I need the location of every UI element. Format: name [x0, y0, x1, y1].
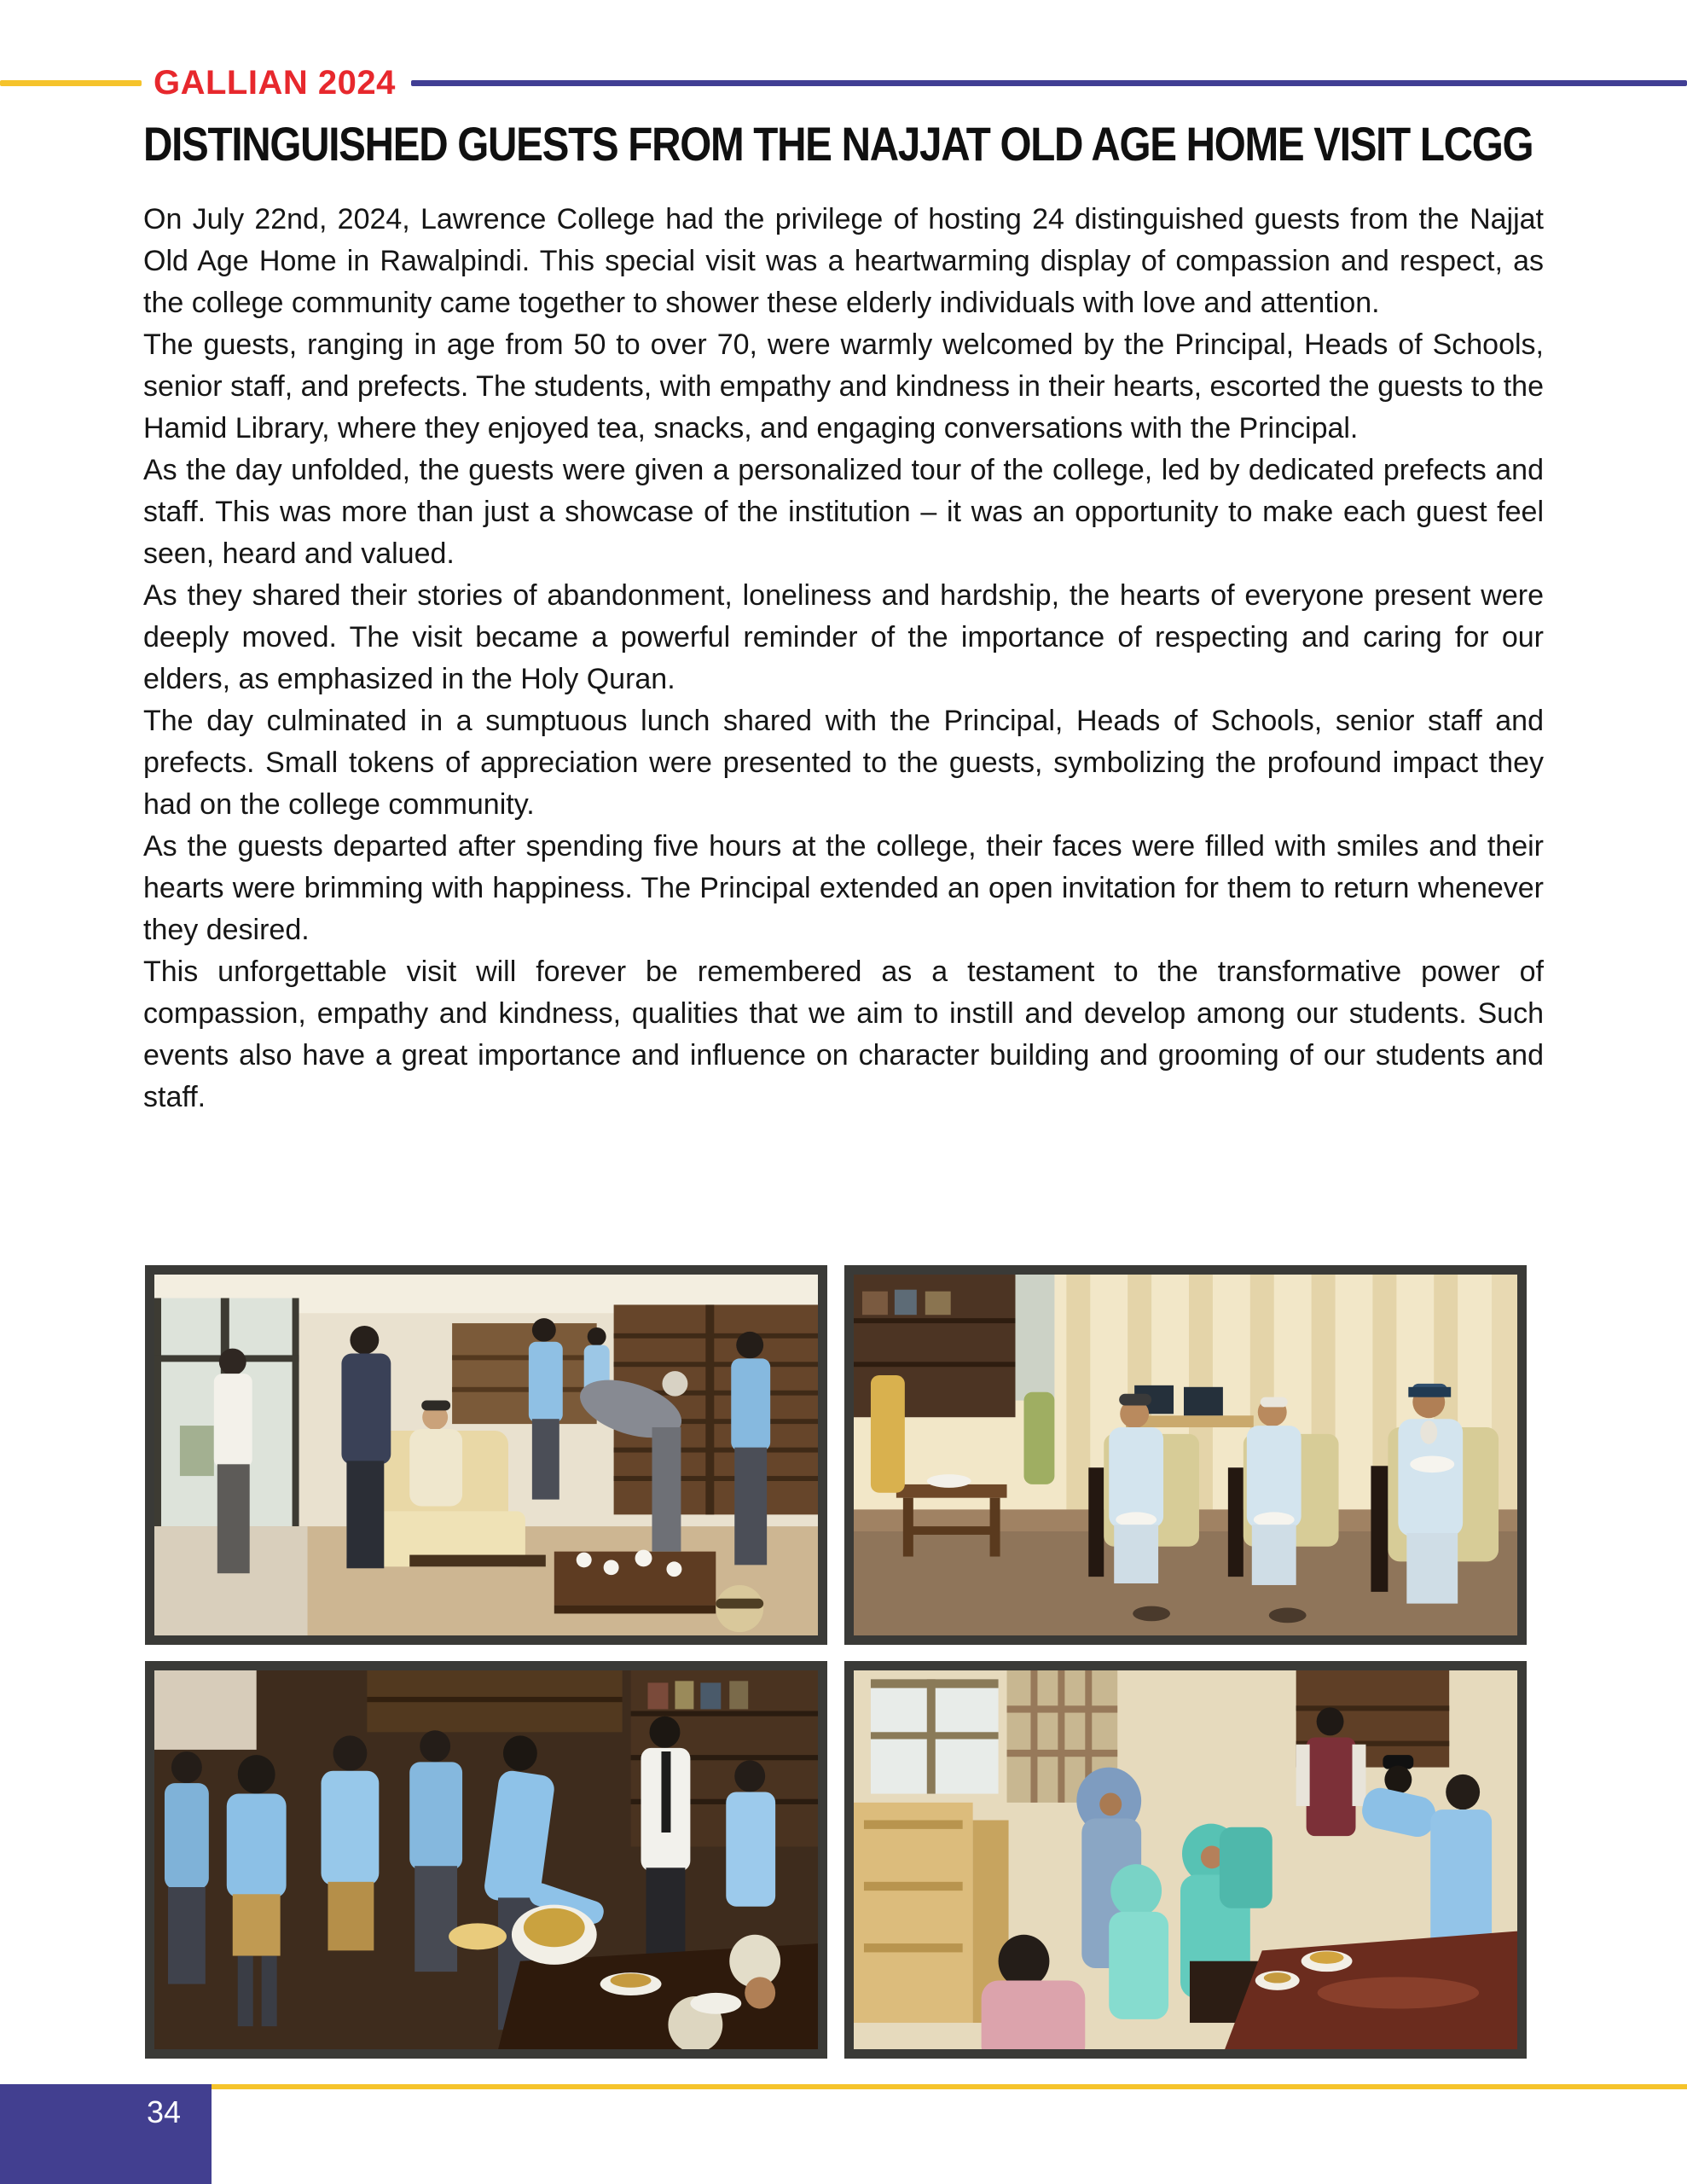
masthead-rule-left [0, 80, 142, 86]
paragraph-4: As they shared their stories of abandonment, loneliness and hardship, the hearts of everyone present were deeply moved. The visit became a powerful reminder of the importance of respecting and caring for our elders, as emphasized in the Holy Quran. [143, 579, 1544, 695]
photo-grid [145, 1265, 1527, 2059]
article-body [143, 199, 1544, 1118]
masthead-title: GALLIAN 2024 [154, 63, 396, 102]
photo-guests-seated [844, 1265, 1527, 1645]
photo-women-lunch [844, 1661, 1527, 2059]
footer-rule [212, 2084, 1687, 2089]
page-number: 34 [146, 2094, 181, 2129]
masthead-row [0, 63, 1687, 102]
paragraph-1: On July 22nd, 2024, Lawrence College had the privilege of hosting 24 distinguished guests from the Najjat Old Age Home in Rawalpindi. This special visit was a heartwarming display of compassion and respect, as the college community came together to shower these elderly individuals with love and attention. [143, 203, 1544, 319]
masthead-rule-right [411, 80, 1687, 86]
paragraph-6: As the guests departed after spending five hours at the college, their faces were filled with smiles and their hearts were brimming with happiness. The Principal extended an open invitation for them to return whenever they desired. [143, 830, 1544, 946]
article-title [143, 119, 1559, 170]
article-title-text: DISTINGUISHED GUESTS FROM THE NAJJAT OLD AGE HOME VISIT LCGG [143, 117, 1533, 171]
paragraph-2: The guests, ranging in age from 50 to over 70, were warmly welcomed by the Principal, Heads of Schools, senior staff, and prefects. The students, with empathy and kindness in their hearts, escorted the guests to the Hamid Library, where they enjoyed tea, snacks, and engaging conversations with the Principal. [143, 328, 1544, 444]
paragraph-3: As the day unfolded, the guests were given a personalized tour of the college, led by dedicated prefects and staff. This was more than just a showcase of the institution – it was an opportunity to make each guest feel seen, heard and valued. [143, 454, 1544, 570]
photo-students-serving [145, 1661, 827, 2059]
paragraph-7: This unforgettable visit will forever be remembered as a testament to the transformative power of compassion, empathy and kindness, qualities that we aim to instill and develop among our students. Such events also have a great importance and influence on character building and grooming of our students and staff. [143, 956, 1544, 1113]
page-number-box [0, 2084, 212, 2184]
paragraph-5: The day culminated in a sumptuous lunch shared with the Principal, Heads of Schools, senior staff and prefects. Small tokens of appreciation were presented to the guests, symbolizing the profound impact they had on the college community. [143, 705, 1544, 821]
photo-library-tea [145, 1265, 827, 1645]
